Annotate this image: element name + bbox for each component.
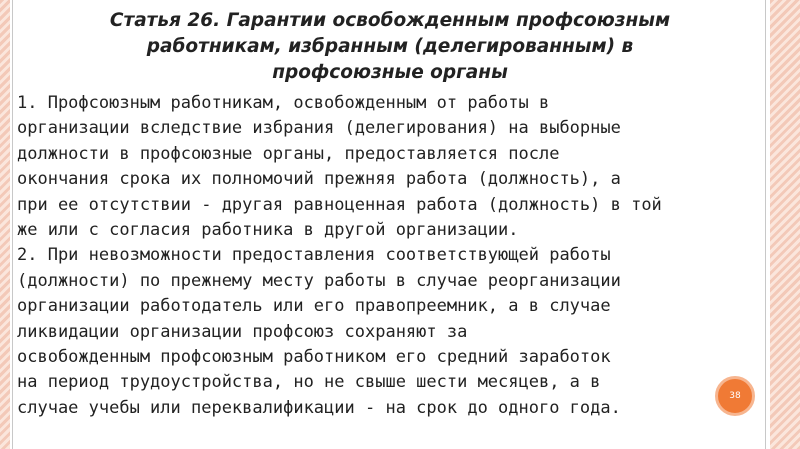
body-line: же или с согласия работника в другой организации. <box>17 220 519 241</box>
page-number-badge <box>715 376 755 416</box>
title-line: работникам, избранным (делегированным) в <box>146 36 634 57</box>
body-line: организации работодатель или его правопреемник, а в случае <box>17 296 611 317</box>
left-decorative-border <box>0 0 10 449</box>
body-line: 1. Профсоюзным работникам, освобожденным от работы в <box>17 93 550 113</box>
body-line: случае учебы или переквалификации - на срок до одного года. <box>17 397 621 418</box>
slide-title <box>20 8 760 86</box>
body-line: организации вследствие избрания (делегирования) на выборные <box>17 118 621 139</box>
body-line: окончания срока их полномочий прежняя работа (должность), а <box>17 169 621 190</box>
body-line: ликвидации организации профсоюз сохраняют за <box>17 321 468 342</box>
slide-body <box>17 91 777 421</box>
body-line: (должности) по прежнему месту работы в случае реорганизации <box>17 270 621 291</box>
page-number: 38 <box>729 391 741 401</box>
title-line: профсоюзные органы <box>272 62 508 83</box>
body-line: 2. При невозможности предоставления соответствующей работы <box>17 245 611 266</box>
body-line: должности в профсоюзные органы, предоставляется после <box>17 143 560 164</box>
body-line: при ее отсутствии - другая равноценная работа (должность) в той <box>17 194 662 215</box>
body-line: на период трудоустройства, но не свыше шести месяцев, а в <box>17 372 601 393</box>
title-line: Статья 26. Гарантии освобожденным профсоюзным <box>109 10 671 31</box>
body-line: освобожденным профсоюзным работником его средний заработок <box>17 347 611 368</box>
